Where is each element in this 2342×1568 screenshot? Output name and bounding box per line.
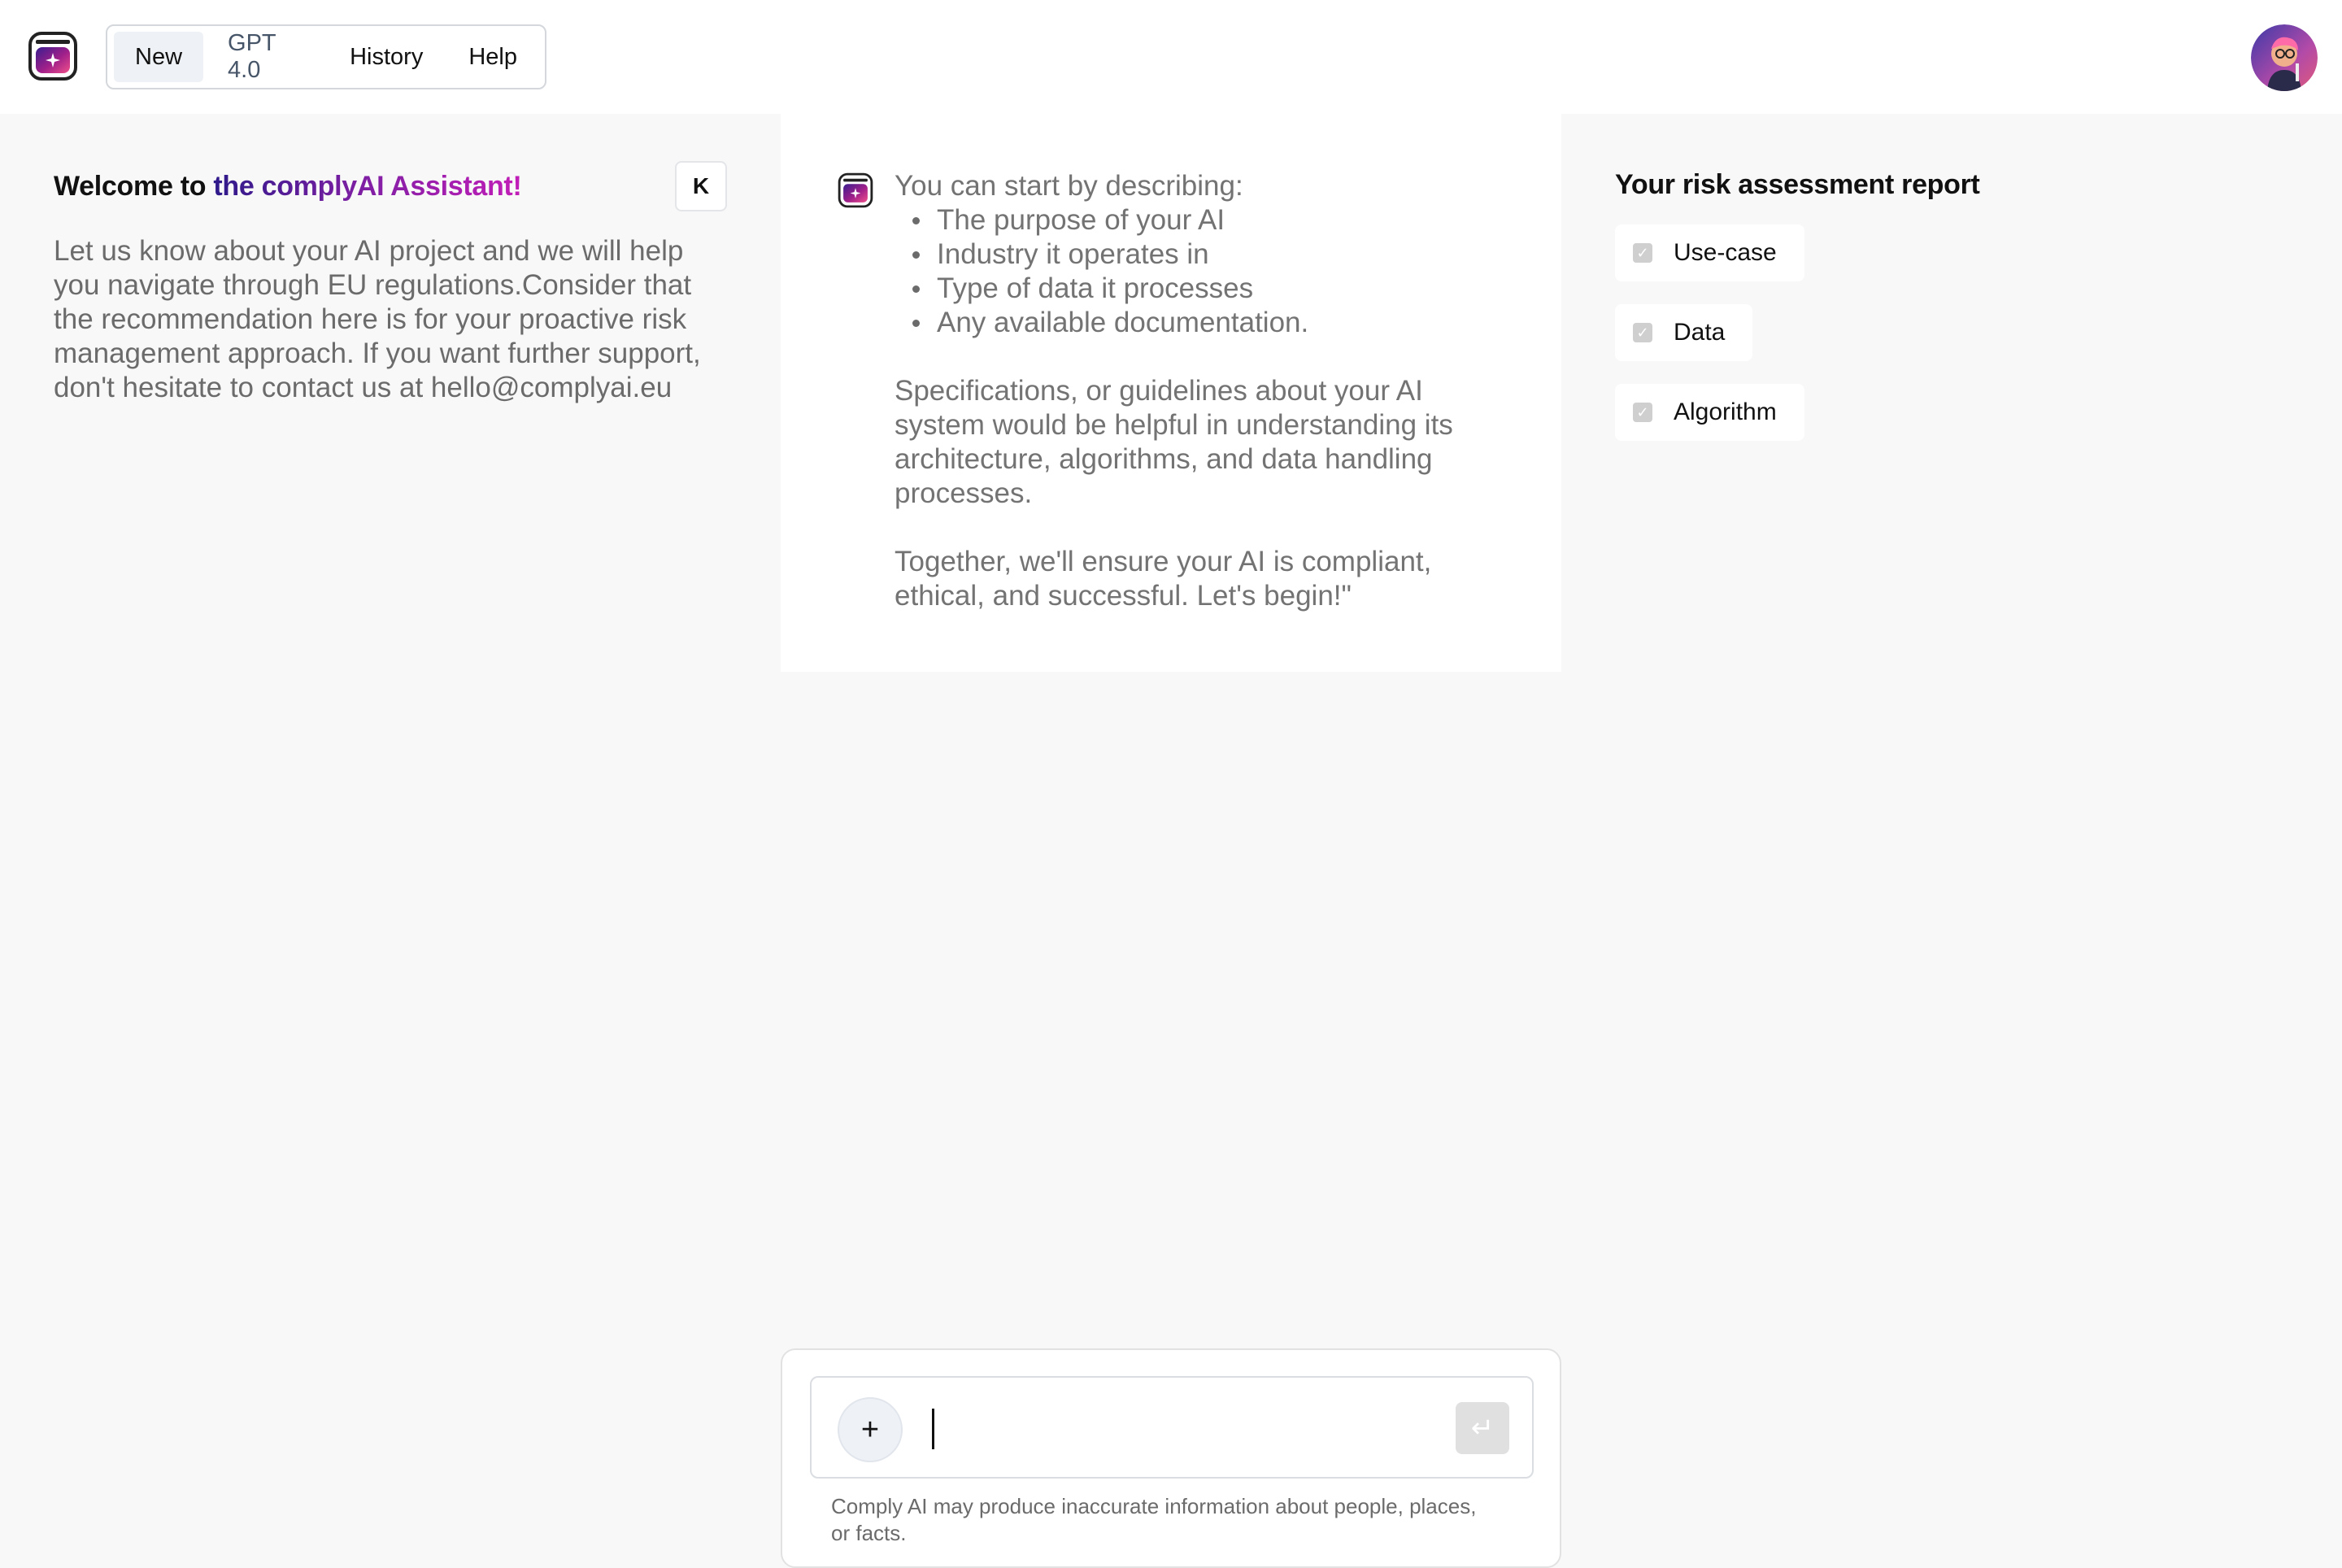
list-item: The purpose of your AI — [895, 203, 1513, 237]
assistant-avatar-icon — [838, 172, 873, 208]
welcome-panel — [0, 114, 781, 1561]
report-item-data[interactable] — [1615, 304, 1752, 361]
nav-help[interactable]: Help — [468, 43, 517, 70]
nav-history[interactable]: History — [350, 43, 424, 70]
assistant-message — [781, 114, 1561, 672]
text-caret — [932, 1409, 934, 1449]
list-item: Type of data it processes — [895, 272, 1513, 306]
message-paragraph: Together, we'll ensure your AI is compliant, ethical, and successful. Let's begin!" — [895, 546, 1432, 612]
plus-icon: + — [860, 1412, 880, 1447]
report-item-label: Algorithm — [1674, 399, 1777, 425]
nav-new[interactable]: New — [114, 32, 203, 82]
top-bar — [0, 0, 2342, 114]
check-icon[interactable]: ✓ — [1633, 323, 1652, 342]
attach-button[interactable] — [838, 1397, 903, 1462]
send-button[interactable] — [1456, 1402, 1509, 1454]
enter-icon: ↵ — [1470, 1413, 1495, 1444]
report-item-label: Data — [1674, 319, 1726, 346]
chat-composer — [781, 1348, 1561, 1568]
collapse-panel-icon: K — [692, 173, 710, 198]
user-avatar[interactable] — [2251, 24, 2318, 91]
collapse-panel-button[interactable] — [675, 161, 727, 211]
nav-model-gpt[interactable]: GPT 4.0 — [228, 30, 276, 83]
message-bullets — [895, 203, 1513, 340]
report-item-use-case[interactable] — [1615, 224, 1804, 281]
main-nav — [106, 24, 546, 89]
welcome-heading — [54, 171, 521, 203]
welcome-prefix: Welcome to — [54, 171, 214, 202]
list-item: Any available documentation. — [895, 306, 1513, 340]
complyai-logo-icon[interactable] — [28, 31, 78, 81]
message-input[interactable] — [932, 1394, 1436, 1462]
check-icon[interactable]: ✓ — [1633, 243, 1652, 263]
assistant-message-text — [895, 169, 1513, 647]
disclaimer-text: Comply AI may produce inaccurate information about people, places, or facts. — [831, 1494, 1477, 1545]
message-lead: You can start by describing: — [895, 170, 1243, 202]
message-paragraph: Specifications, or guidelines about your AI system would be helpful in understanding its architecture, algorithms, and data handling processes. — [895, 375, 1453, 509]
check-icon[interactable]: ✓ — [1633, 403, 1652, 422]
report-title: Your risk assessment report — [1615, 169, 1980, 200]
intro-text: Let us know about your AI project and we will help you navigate through EU regulations.Consider that the recommendation here is for your proactive risk management approach. If you want further support, don't hesitate to contact us at hello@complyai.eu — [54, 235, 701, 403]
welcome-brand: the complyAI Assistant! — [213, 171, 522, 202]
report-item-label: Use-case — [1674, 239, 1777, 266]
report-item-algorithm[interactable] — [1615, 384, 1804, 441]
message-input-box — [810, 1376, 1534, 1479]
list-item: Industry it operates in — [895, 237, 1513, 272]
